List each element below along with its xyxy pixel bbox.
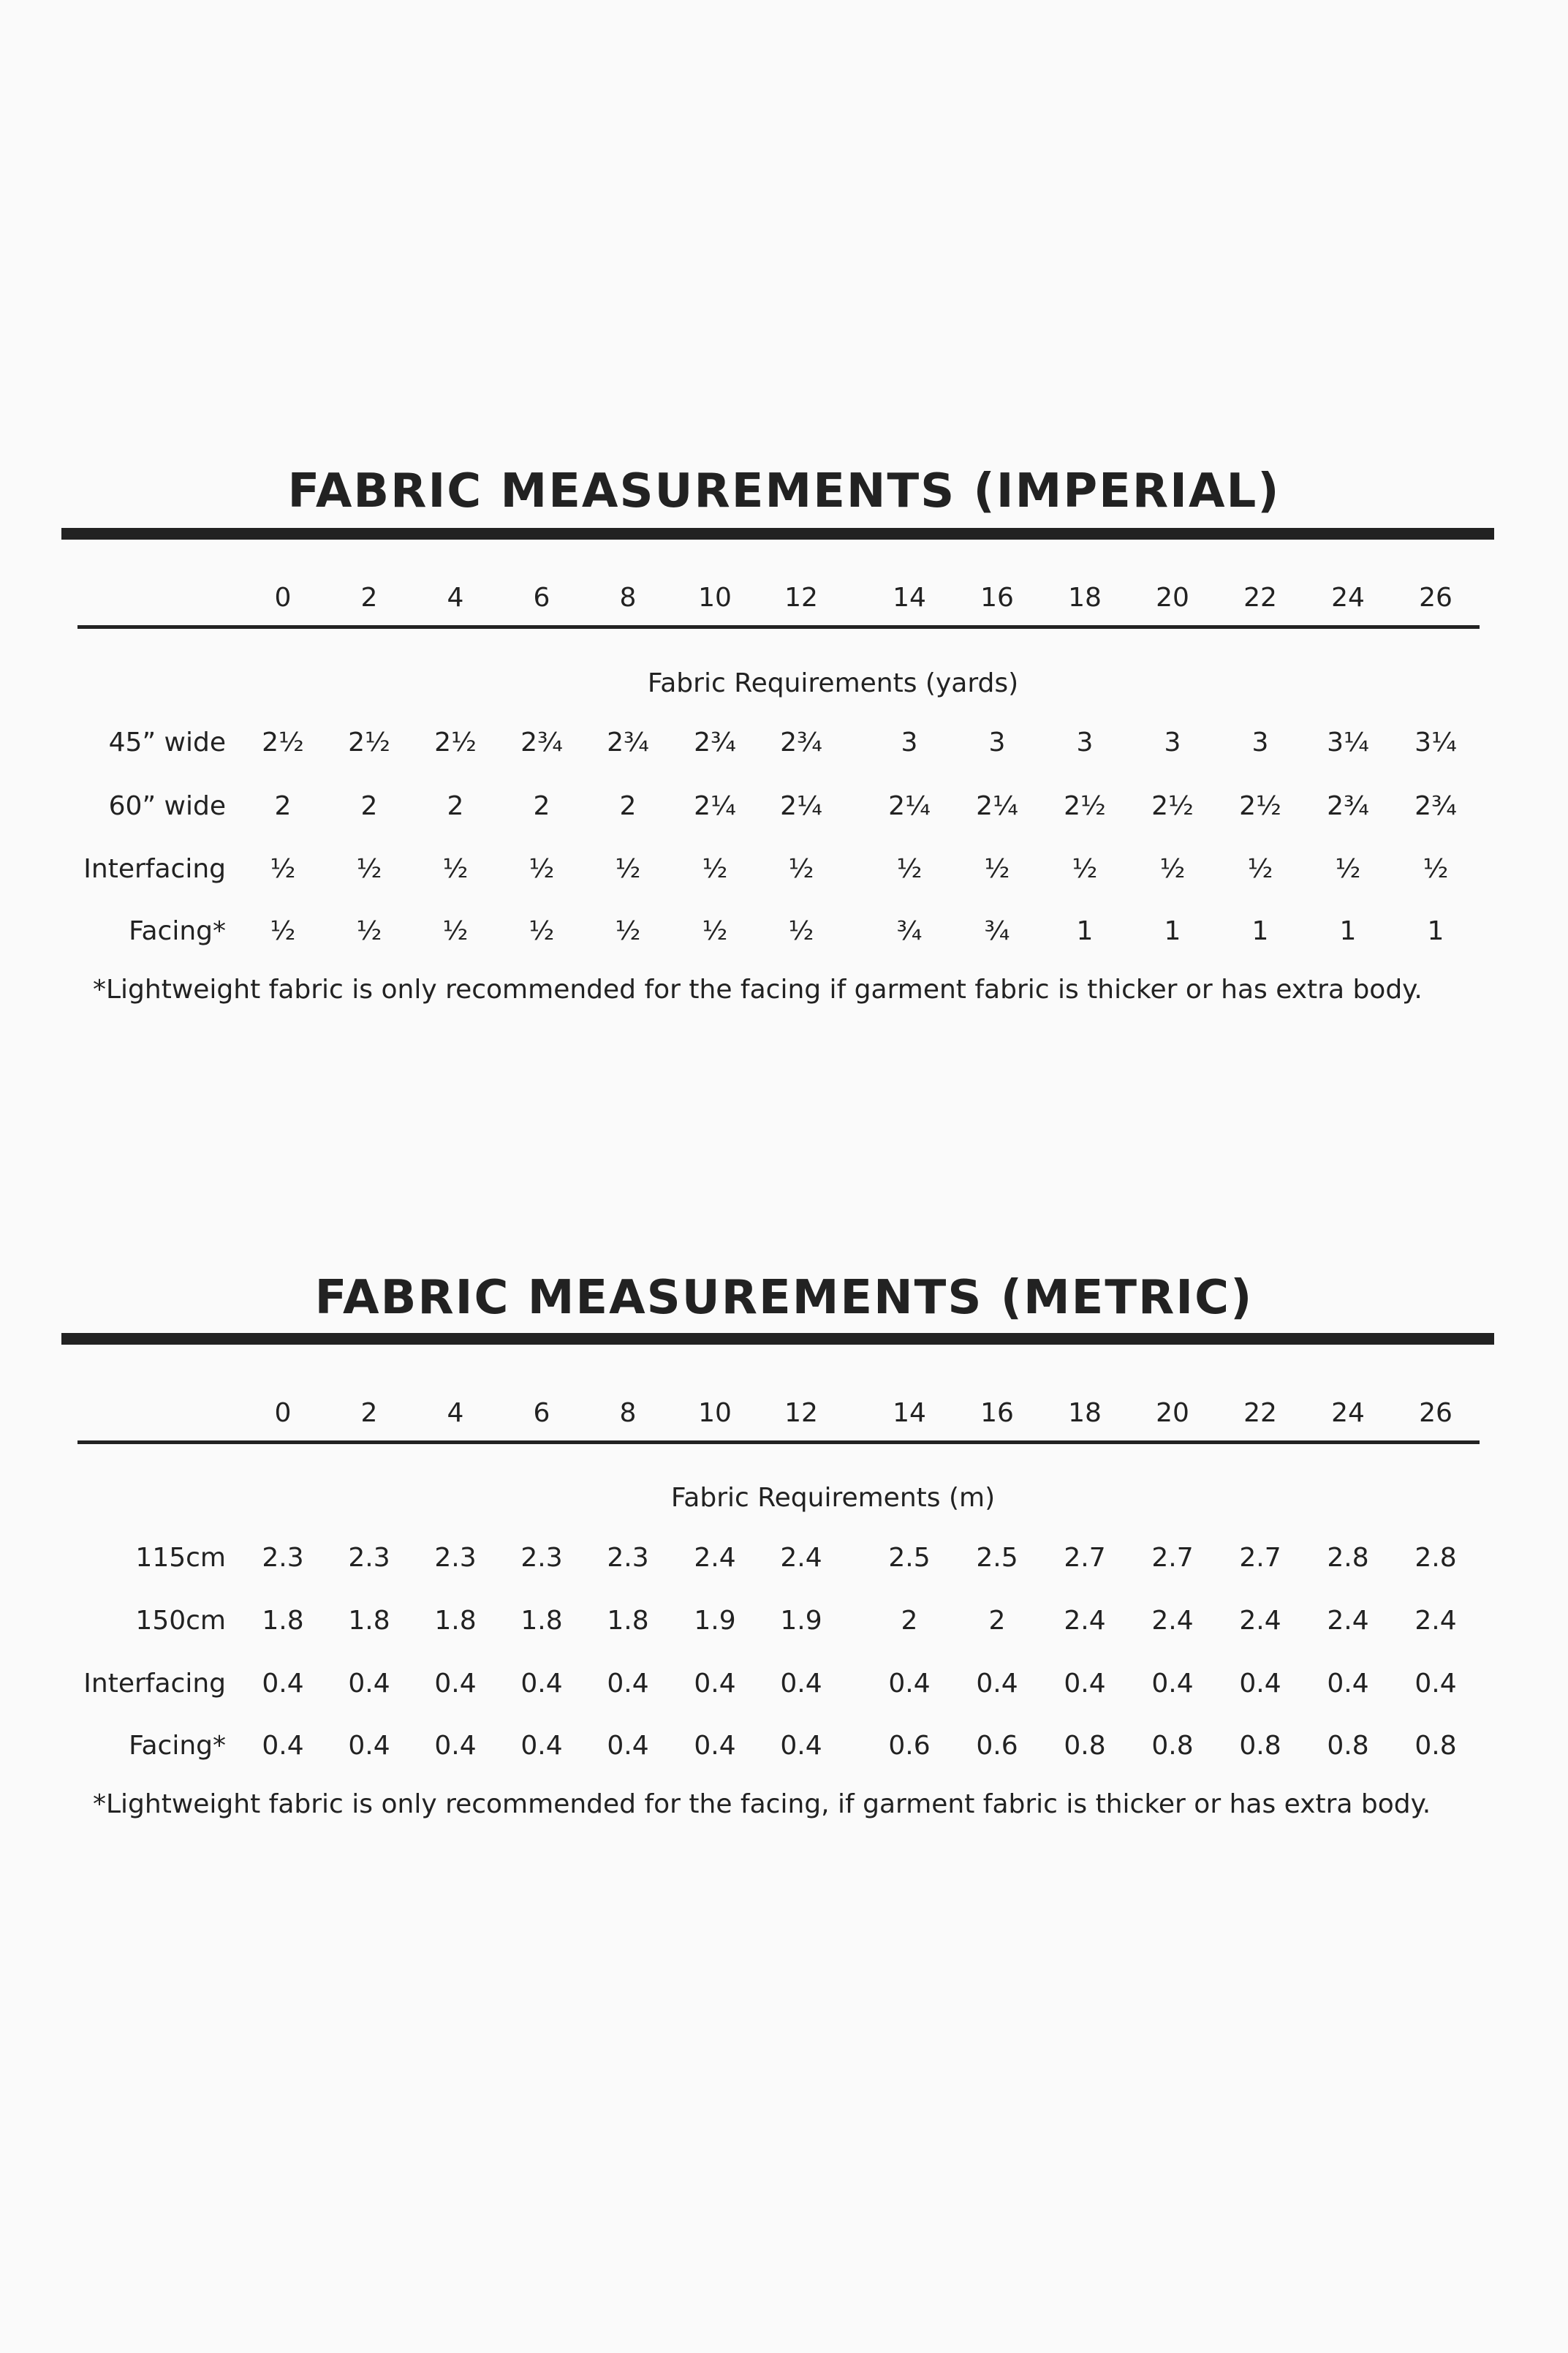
table-cell: 1.9	[780, 1606, 822, 1636]
table-cell: 0.4	[348, 1731, 390, 1761]
table-cell: 1	[1339, 916, 1357, 946]
size-header-cell: 6	[533, 1398, 550, 1428]
table-cell: 0.4	[1064, 1669, 1106, 1699]
table-cell: ½	[984, 854, 1010, 884]
table-cell: 2¾	[1414, 791, 1457, 821]
size-header-cell: 2	[360, 583, 378, 613]
row-label: 60” wide	[108, 791, 226, 821]
table-cell: 2½	[348, 728, 390, 758]
size-header-cell: 2	[360, 1398, 378, 1428]
table-cell: 0.4	[780, 1669, 822, 1699]
size-header-cell: 10	[698, 1398, 732, 1428]
table-cell: 2.8	[1327, 1543, 1369, 1573]
table-cell: ½	[356, 854, 382, 884]
table-cell: 3¼	[1327, 728, 1369, 758]
size-header-cell: 18	[1068, 1398, 1102, 1428]
table-cell: ½	[442, 916, 469, 946]
table-cell: 0.4	[1239, 1669, 1281, 1699]
table-cell: 3¼	[1414, 728, 1457, 758]
row-label: 115cm	[135, 1543, 226, 1573]
table-cell: 0.4	[520, 1669, 563, 1699]
table-cell: 0.4	[262, 1731, 304, 1761]
metric-subheading: Fabric Requirements (m)	[670, 1483, 996, 1513]
size-header-cell: 8	[619, 583, 637, 613]
table-cell: ½	[356, 916, 382, 946]
table-cell: 2.4	[1064, 1606, 1106, 1636]
table-cell: 3	[1251, 728, 1269, 758]
table-cell: 2¾	[520, 728, 563, 758]
table-cell: 0.4	[434, 1669, 477, 1699]
table-cell: 2¾	[694, 728, 736, 758]
size-header-cell: 8	[619, 1398, 637, 1428]
size-header-cell: 14	[893, 583, 926, 613]
table-cell: 1	[1427, 916, 1444, 946]
table-cell: 0.8	[1151, 1731, 1194, 1761]
table-cell: 2¾	[607, 728, 649, 758]
table-cell: 1.9	[694, 1606, 736, 1636]
table-cell: 3	[988, 728, 1006, 758]
table-cell: 2	[619, 791, 637, 821]
table-cell: ½	[788, 854, 814, 884]
table-cell: 0.4	[607, 1731, 649, 1761]
table-cell: 2.8	[1414, 1543, 1457, 1573]
table-cell: 0.8	[1064, 1731, 1106, 1761]
table-cell: ½	[529, 916, 555, 946]
size-header-cell: 0	[274, 1398, 292, 1428]
table-cell: 0.8	[1414, 1731, 1457, 1761]
table-cell: 0.6	[888, 1731, 931, 1761]
table-cell: 2½	[1239, 791, 1281, 821]
imperial-footnote: *Lightweight fabric is only recommended for the facing if garment fabric is thicker or has extra body.	[93, 975, 1423, 1005]
size-header-cell: 24	[1331, 1398, 1365, 1428]
row-label: Interfacing	[83, 854, 226, 884]
table-cell: ½	[1072, 854, 1098, 884]
table-cell: 2.4	[1414, 1606, 1457, 1636]
table-cell: 0.4	[348, 1669, 390, 1699]
table-cell: 0.4	[1414, 1669, 1457, 1699]
table-cell: 2.4	[780, 1543, 822, 1573]
imperial-title: FABRIC MEASUREMENTS (IMPERIAL)	[287, 464, 1281, 518]
table-cell: 1.8	[348, 1606, 390, 1636]
row-label: 150cm	[135, 1606, 226, 1636]
size-header-cell: 16	[980, 583, 1014, 613]
table-cell: ½	[529, 854, 555, 884]
table-cell: ½	[615, 916, 641, 946]
table-cell: ½	[1159, 854, 1186, 884]
table-cell: 2¾	[1327, 791, 1369, 821]
table-cell: 2½	[262, 728, 304, 758]
size-header-cell: 26	[1419, 583, 1453, 613]
table-cell: 3	[1164, 728, 1181, 758]
table-cell: 2½	[1064, 791, 1106, 821]
table-cell: ½	[442, 854, 469, 884]
table-cell: 2¼	[694, 791, 736, 821]
table-cell: 2	[447, 791, 464, 821]
size-header-cell: 12	[784, 1398, 818, 1428]
table-cell: 1.8	[607, 1606, 649, 1636]
table-cell: 2½	[434, 728, 477, 758]
table-cell: 0.8	[1239, 1731, 1281, 1761]
table-cell: 2.7	[1151, 1543, 1194, 1573]
size-header-cell: 20	[1156, 583, 1189, 613]
size-header-cell: 20	[1156, 1398, 1189, 1428]
table-cell: 2¼	[780, 791, 822, 821]
size-header-cell: 4	[447, 1398, 464, 1428]
table-cell: ½	[702, 916, 728, 946]
table-cell: ½	[788, 916, 814, 946]
table-cell: 2	[988, 1606, 1006, 1636]
size-header-cell: 6	[533, 583, 550, 613]
imperial-header-rule	[77, 625, 1480, 629]
table-cell: 2.3	[434, 1543, 477, 1573]
table-cell: 2¼	[888, 791, 931, 821]
size-header-cell: 14	[893, 1398, 926, 1428]
table-cell: 2	[901, 1606, 918, 1636]
table-cell: 1	[1076, 916, 1094, 946]
size-header-cell: 0	[274, 583, 292, 613]
table-cell: 2.5	[976, 1543, 1018, 1573]
table-cell: 1.8	[262, 1606, 304, 1636]
size-header-cell: 22	[1243, 1398, 1277, 1428]
table-cell: 2.4	[694, 1543, 736, 1573]
table-cell: 0.4	[780, 1731, 822, 1761]
table-cell: 0.4	[1151, 1669, 1194, 1699]
table-cell: 2	[360, 791, 378, 821]
table-cell: 3	[901, 728, 918, 758]
table-cell: 2.5	[888, 1543, 931, 1573]
table-cell: ½	[1423, 854, 1449, 884]
imperial-title-rule	[61, 528, 1494, 540]
size-header-cell: 4	[447, 583, 464, 613]
size-header-cell: 24	[1331, 583, 1365, 613]
table-cell: ½	[615, 854, 641, 884]
row-label: Facing*	[129, 1731, 226, 1761]
table-cell: 2.3	[607, 1543, 649, 1573]
table-cell: 0.4	[694, 1731, 736, 1761]
table-cell: 0.4	[888, 1669, 931, 1699]
imperial-subheading: Fabric Requirements (yards)	[647, 668, 1019, 698]
table-cell: 2.4	[1151, 1606, 1194, 1636]
table-cell: 2.3	[520, 1543, 563, 1573]
table-cell: ½	[896, 854, 923, 884]
table-cell: 1.8	[520, 1606, 563, 1636]
row-label: Interfacing	[83, 1669, 226, 1699]
table-cell: ½	[1335, 854, 1361, 884]
table-cell: 2¾	[780, 728, 822, 758]
table-cell: 0.4	[262, 1669, 304, 1699]
table-cell: 2½	[1151, 791, 1194, 821]
table-cell: 0.4	[976, 1669, 1018, 1699]
table-cell: 1	[1251, 916, 1269, 946]
metric-title: FABRIC MEASUREMENTS (METRIC)	[314, 1271, 1254, 1325]
row-label: 45” wide	[108, 728, 226, 758]
metric-footnote: *Lightweight fabric is only recommended for the facing, if garment fabric is thicker or has extra body.	[93, 1789, 1431, 1819]
table-cell: 0.8	[1327, 1731, 1369, 1761]
size-header-cell: 22	[1243, 583, 1277, 613]
table-cell: ½	[1247, 854, 1273, 884]
table-cell: 0.6	[976, 1731, 1018, 1761]
size-header-cell: 10	[698, 583, 732, 613]
size-header-cell: 12	[784, 583, 818, 613]
table-cell: ½	[270, 916, 296, 946]
table-cell: 0.4	[694, 1669, 736, 1699]
table-cell: 2.3	[262, 1543, 304, 1573]
table-cell: 2.7	[1064, 1543, 1106, 1573]
table-cell: ¾	[984, 916, 1010, 946]
table-cell: 2	[274, 791, 292, 821]
table-cell: 2¼	[976, 791, 1018, 821]
table-cell: 2.4	[1327, 1606, 1369, 1636]
table-cell: 2.3	[348, 1543, 390, 1573]
table-cell: 1.8	[434, 1606, 477, 1636]
metric-title-rule	[61, 1333, 1494, 1345]
table-cell: ¾	[896, 916, 923, 946]
table-cell: 0.4	[520, 1731, 563, 1761]
size-header-cell: 26	[1419, 1398, 1453, 1428]
table-cell: 1	[1164, 916, 1181, 946]
size-header-cell: 18	[1068, 583, 1102, 613]
row-label: Facing*	[129, 916, 226, 946]
size-header-cell: 16	[980, 1398, 1014, 1428]
table-cell: 2.7	[1239, 1543, 1281, 1573]
table-cell: ½	[702, 854, 728, 884]
table-cell: 0.4	[434, 1731, 477, 1761]
table-cell: 2.4	[1239, 1606, 1281, 1636]
table-cell: 3	[1076, 728, 1094, 758]
table-cell: 2	[533, 791, 550, 821]
table-cell: 0.4	[1327, 1669, 1369, 1699]
metric-header-rule	[77, 1440, 1480, 1444]
table-cell: 0.4	[607, 1669, 649, 1699]
table-cell: ½	[270, 854, 296, 884]
